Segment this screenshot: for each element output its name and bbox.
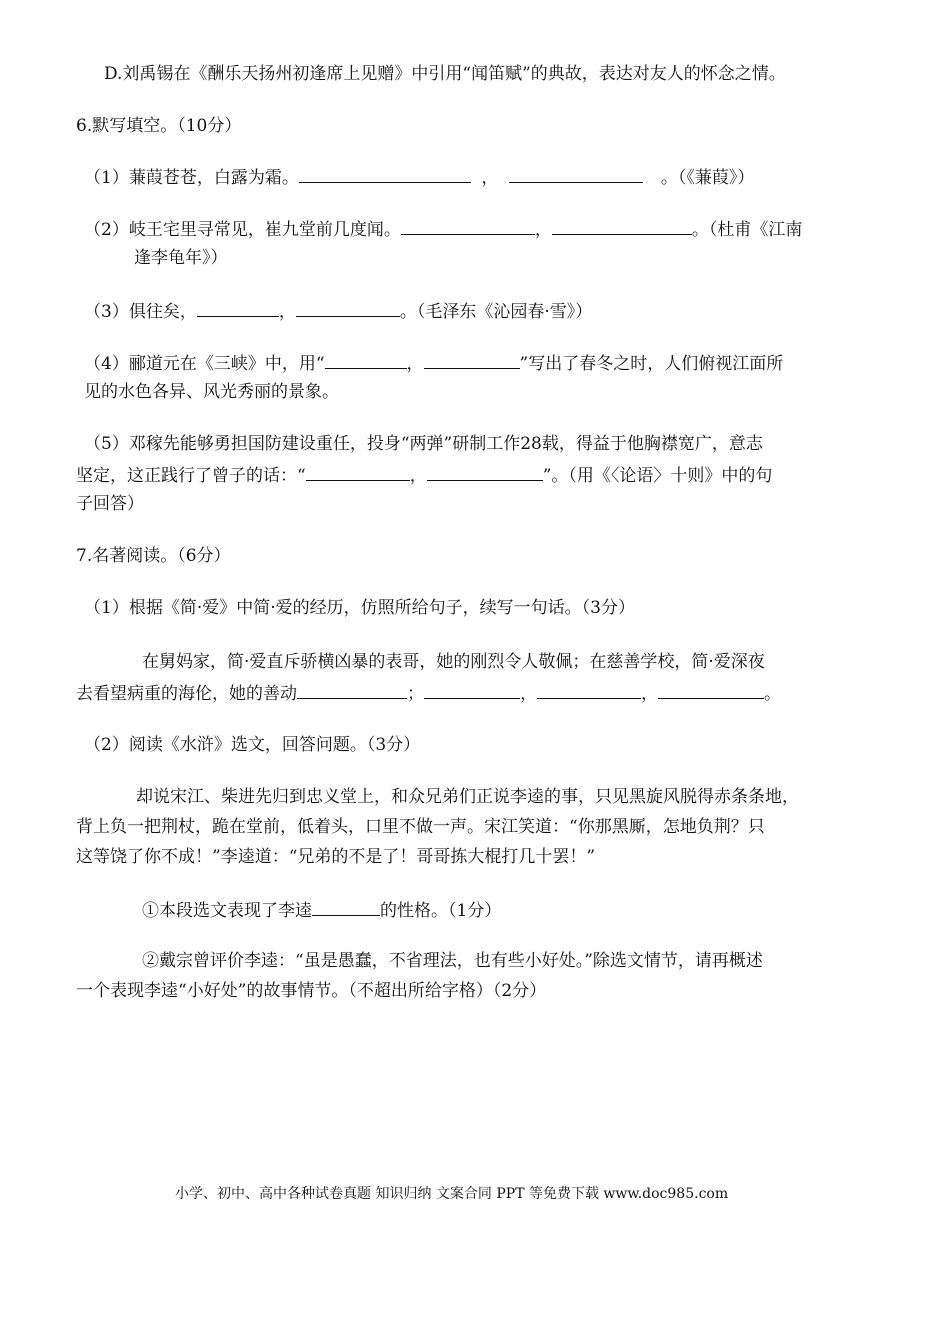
q7-1-lead: 去看望病重的海伦，她的善动 bbox=[76, 684, 297, 704]
q7-2-sub2-line1: ②戴宗曾评价李逵：“虽是愚蠢，不省理法，也有些小好处。”除选文情节，请再概述 bbox=[142, 951, 763, 971]
q7-1-comma1: ， bbox=[520, 684, 537, 704]
q6-5-end: ”。（用《〈论语〉十则》中的句 bbox=[542, 466, 773, 486]
q7-1-blank-b[interactable] bbox=[424, 680, 520, 699]
q6-4-blank-b[interactable] bbox=[424, 350, 520, 369]
q6-title: 6.默写填空。（10分） bbox=[76, 116, 242, 136]
q7-2-sub1-end: 的性格。（1分） bbox=[380, 901, 502, 921]
q7-2-passage-line: 却说宋江、柴进先归到忠义堂上，和众兄弟们正说李逵的事，只见黑旋风脱得赤条条地， bbox=[136, 787, 799, 807]
q6-5-comma: ， bbox=[409, 466, 427, 486]
q6-2-end: 。（杜甫《江南 bbox=[691, 220, 803, 240]
q6-2-blank-b[interactable] bbox=[552, 216, 692, 235]
q6-1-comma: ， bbox=[481, 168, 499, 188]
q6-5-line1: （5）邓稼先能够勇担国防建设重任，投身“两弹”研制工作28载，得益于他胸襟宽广，意志 bbox=[84, 434, 763, 454]
q6-1-blank-a[interactable] bbox=[299, 164, 471, 183]
q7-1-line1: 在舅妈家，简·爱直斥骄横凶暴的表哥，她的刚烈令人敬佩；在慈善学校，简·爱深夜 bbox=[142, 652, 765, 672]
q6-1-end: 。（《蒹葭》） bbox=[660, 168, 755, 188]
q6-5-blank-b[interactable] bbox=[427, 462, 543, 481]
q7-2-passage-line: 这等饶了你不成！”李逵道：“兄弟的不是了！哥哥拣大棍打几十罢！” bbox=[76, 847, 596, 867]
q6-4-comma: ， bbox=[406, 354, 424, 374]
q6-2-comma: ， bbox=[534, 220, 552, 240]
q6-item-3 bbox=[84, 298, 592, 324]
q6-5-cont: 子回答） bbox=[76, 494, 144, 514]
q6-1-blank-b[interactable] bbox=[509, 164, 643, 183]
q6-3-lead: （3）俱往矣， bbox=[84, 302, 197, 322]
q7-1-blank-c[interactable] bbox=[537, 680, 641, 699]
q6-item-4 bbox=[84, 350, 783, 376]
q6-3-blank-a[interactable] bbox=[197, 298, 279, 317]
q7-1-blank-d[interactable] bbox=[658, 680, 764, 699]
page-footer: 小学、初中、高中各种试卷真题 知识归纳 文案合同 PPT 等免费下载 www.doc985.com bbox=[175, 1186, 729, 1202]
q6-4-blank-a[interactable] bbox=[325, 350, 407, 369]
q7-1-comma2: ， bbox=[641, 684, 658, 704]
q6-4-end: ”写出了春冬之时，人们俯视江面所 bbox=[519, 354, 784, 374]
q6-1-lead: （1）蒹葭苍苍，白露为霜。 bbox=[84, 168, 299, 188]
q6-item-2 bbox=[84, 216, 802, 242]
q7-2-sub1-lead: ①本段选文表现了李逵 bbox=[142, 901, 312, 921]
q7-1-semi: ； bbox=[407, 684, 424, 704]
q7-2-sub2-line2: 一个表现李逵“小好处”的故事情节。（不超出所给字格）（2分） bbox=[76, 981, 547, 1001]
q6-5-blank-a[interactable] bbox=[306, 462, 410, 481]
q6-item-5 bbox=[76, 462, 772, 488]
q6-2-blank-a[interactable] bbox=[401, 216, 535, 235]
q7-2-passage-line: 背上负一把荆杖，跪在堂前，低着头，口里不做一声。宋江笑道：“你那黑厮，怎地负荆？只 bbox=[76, 817, 765, 837]
q6-2-cont: 逢李龟年》） bbox=[134, 248, 228, 268]
q6-5-lead: 坚定，这正践行了曾子的话：“ bbox=[76, 466, 306, 486]
q7-2-sub1-blank[interactable] bbox=[312, 897, 380, 916]
q5-option-d: D.刘禹锡在《酬乐天扬州初逢席上见赠》中引用“闻笛赋”的典故，表达对友人的怀念之情。 bbox=[104, 64, 786, 84]
q7-2-sub1 bbox=[142, 897, 501, 923]
q6-item-1 bbox=[84, 164, 754, 190]
q6-4-lead: （4）郦道元在《三峡》中，用“ bbox=[84, 354, 325, 374]
q6-3-blank-b[interactable] bbox=[296, 298, 400, 317]
q7-1-blank-a[interactable] bbox=[297, 680, 407, 699]
q7-1-line2 bbox=[76, 680, 781, 706]
q7-2-prompt: （2）阅读《水浒》选文，回答问题。（3分） bbox=[84, 735, 421, 755]
q7-1-prompt: （1）根据《简·爱》中简·爱的经历，仿照所给句子，续写一句话。（3分） bbox=[84, 598, 635, 618]
q7-title: 7.名著阅读。（6分） bbox=[76, 546, 231, 566]
q6-3-comma: ， bbox=[278, 302, 296, 322]
q6-3-end: 。（毛泽东《沁园春·雪》） bbox=[399, 302, 593, 322]
q6-4-cont: 见的水色各异、风光秀丽的景象。 bbox=[84, 382, 339, 402]
q7-1-end: 。 bbox=[764, 684, 781, 704]
q6-2-lead: （2）岐王宅里寻常见，崔九堂前几度闻。 bbox=[84, 220, 401, 240]
